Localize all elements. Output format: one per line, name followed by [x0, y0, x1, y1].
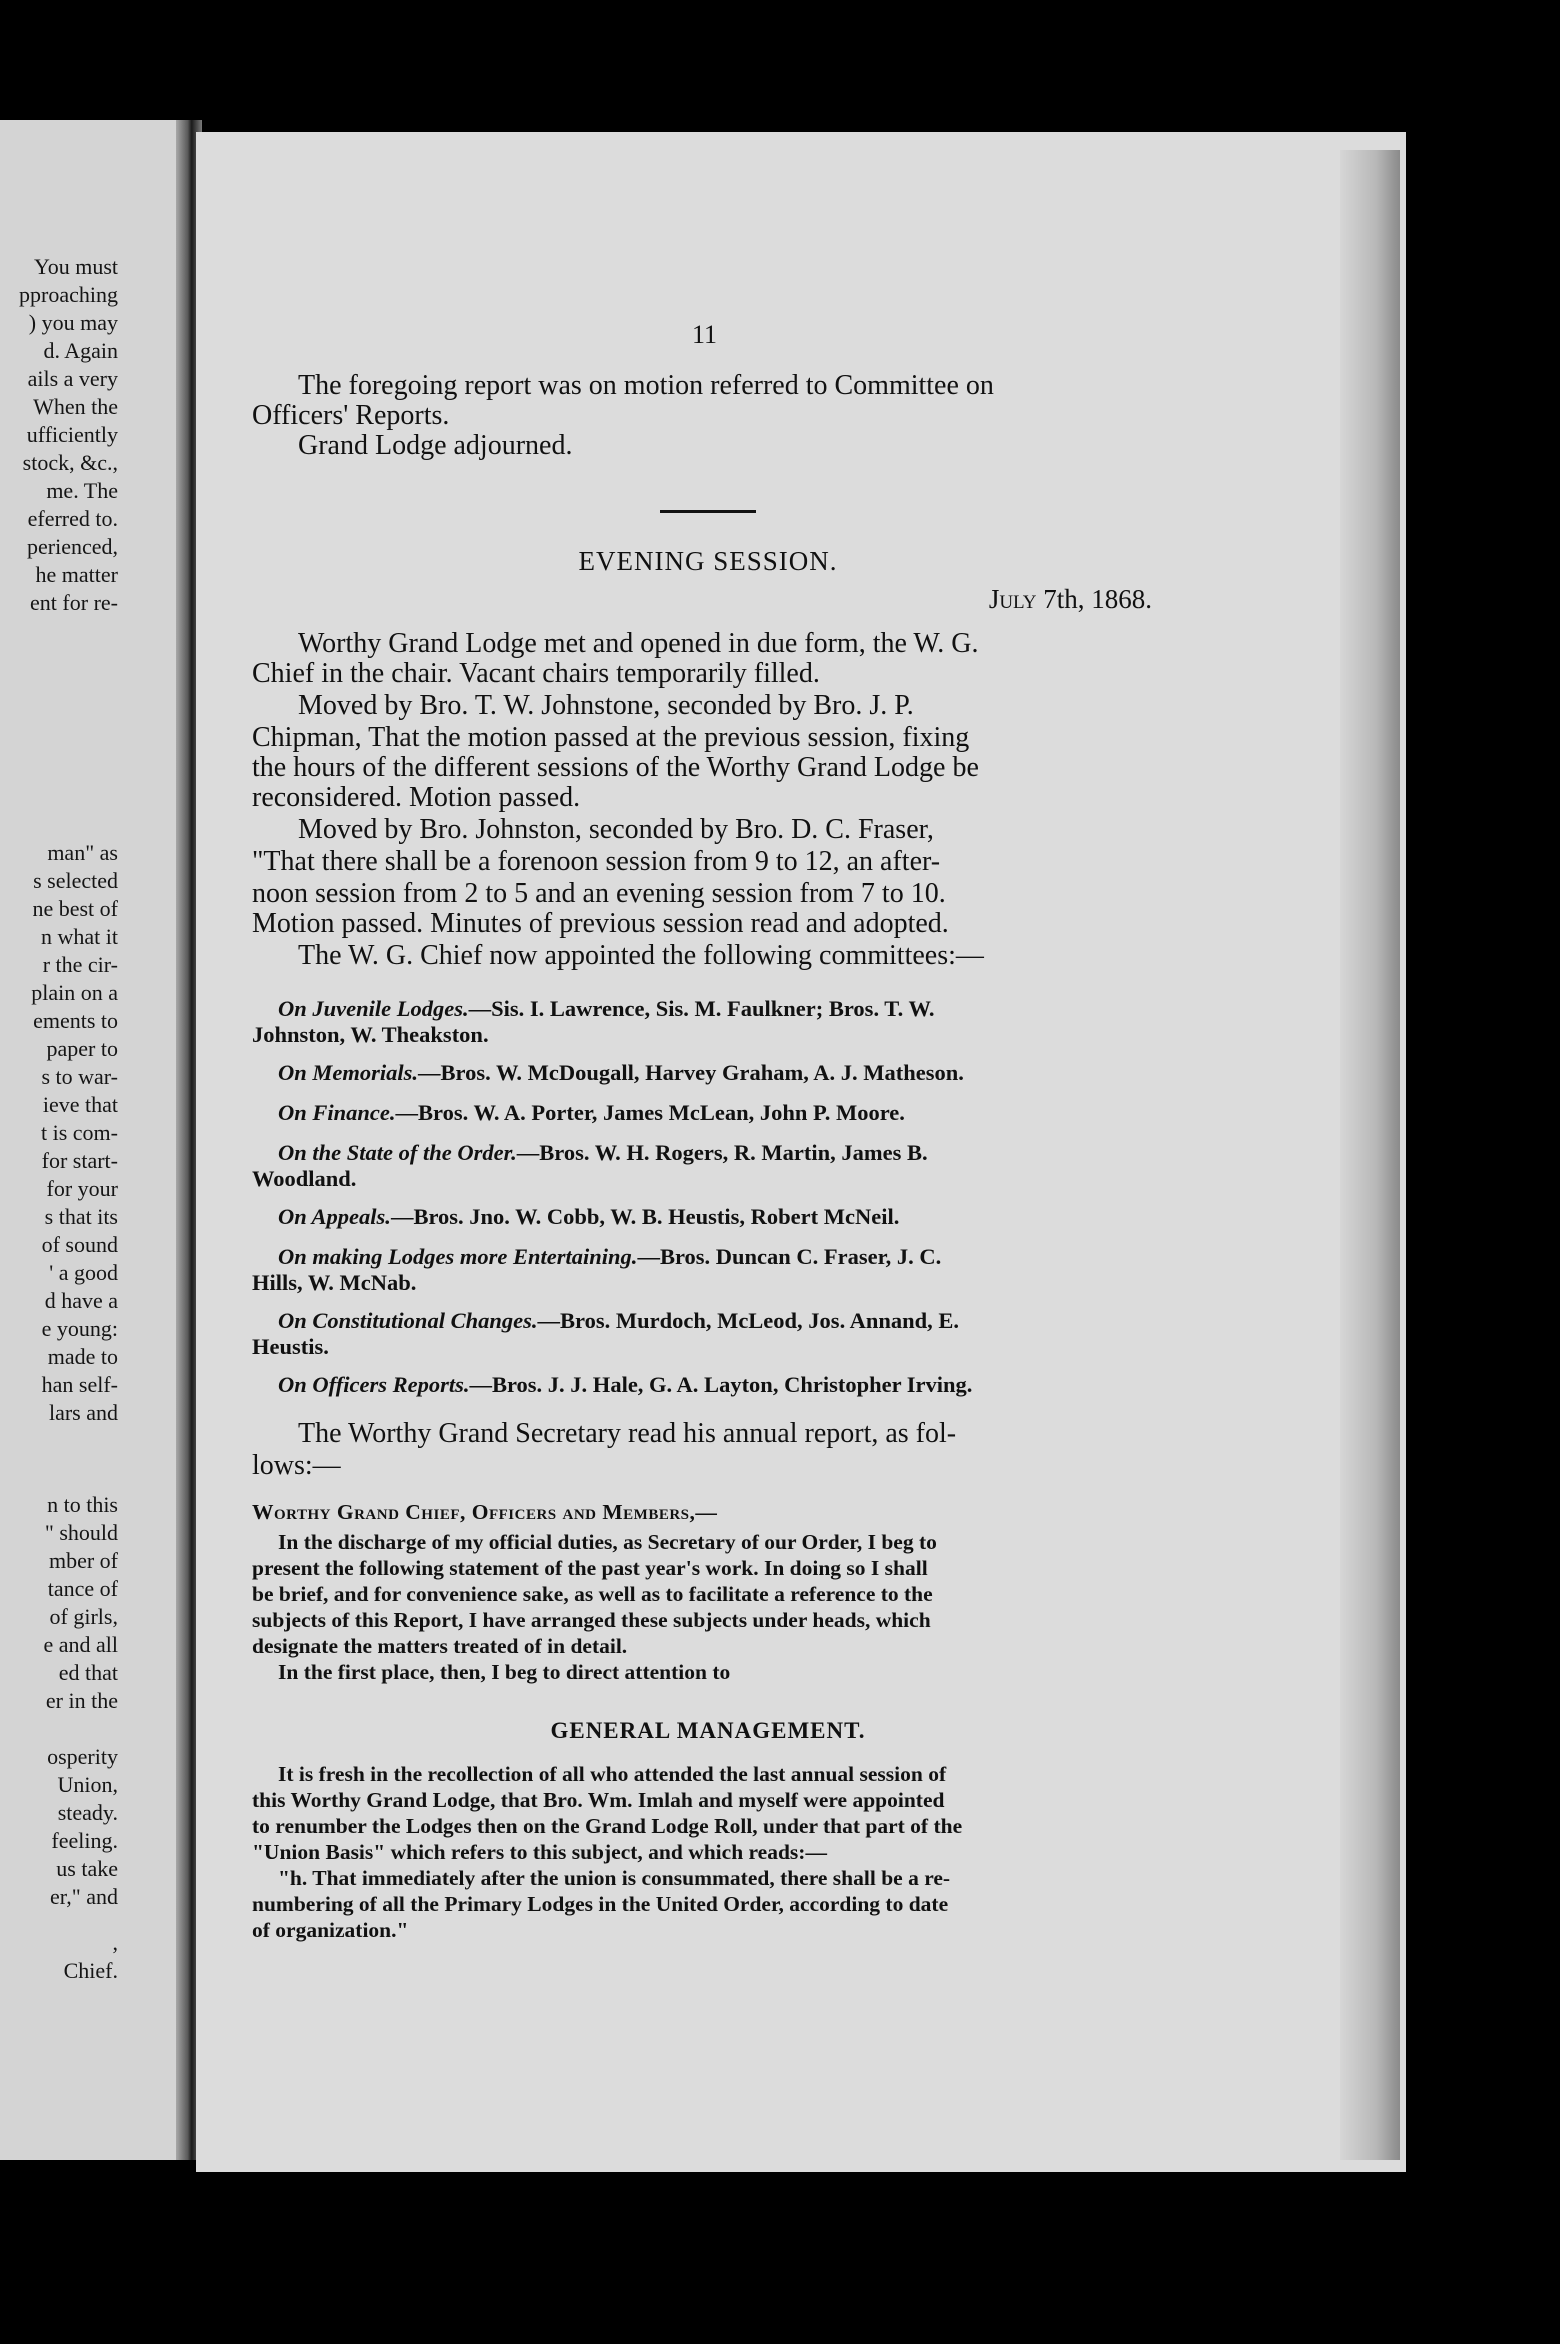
report-line: present the following statement of the past year's work. In doing so I shall	[252, 1556, 928, 1580]
left-fragment-line: t is com-	[41, 1120, 118, 1145]
report-line: subjects of this Report, I have arranged these subjects under heads, which	[252, 1608, 931, 1632]
left-fragment-line: e and all	[43, 1632, 118, 1657]
session-line: The W. G. Chief now appointed the following committees:—	[298, 940, 984, 971]
left-fragment-line: plain on a	[31, 980, 118, 1005]
committee-entry	[252, 1100, 1164, 1126]
session-line: the hours of the different sessions of the Worthy Grand Lodge be	[252, 752, 979, 783]
committee-name: On Finance.	[278, 1100, 396, 1125]
committee-members-cont: Hills, W. McNab.	[252, 1270, 417, 1295]
session-line: Worthy Grand Lodge met and opened in due form, the W. G.	[298, 628, 979, 659]
committee-members: —Bros. Jno. W. Cobb, W. B. Heustis, Robert McNeil.	[390, 1204, 900, 1229]
left-fragment-line: ne best of	[32, 896, 118, 921]
left-fragment-line: ed that	[58, 1660, 118, 1685]
salutation-text: Worthy Grand Chief, Officers and Members,—	[252, 1500, 718, 1524]
left-fragment-line: You must	[34, 254, 118, 279]
left-fragment-line: er," and	[50, 1884, 118, 1909]
left-fragment-line: feeling.	[51, 1828, 118, 1853]
committee-name: On making Lodges more Entertaining.	[278, 1244, 638, 1269]
general-line: numbering of all the Primary Lodges in the United Order, according to date	[252, 1892, 949, 1916]
left-fragment-line: ails a very	[27, 366, 118, 391]
committee-members: —Bros. Murdoch, McLeod, Jos. Annand, E.	[537, 1308, 960, 1333]
committee-entry	[252, 1372, 1164, 1398]
committee-name: On Constitutional Changes.	[278, 1308, 538, 1333]
left-fragment-line: ements to	[33, 1008, 118, 1033]
left-fragment-line: ent for re-	[30, 590, 118, 615]
committee-name: On Officers Reports.	[278, 1372, 470, 1397]
general-line: It is fresh in the recollection of all who attended the last annual session of	[278, 1762, 947, 1786]
session-date	[989, 584, 1152, 615]
secretary-intro-line: lows:—	[252, 1450, 341, 1481]
left-fragment-line: osperity	[47, 1744, 118, 1769]
committee-members: —Bros. W. H. Rogers, R. Martin, James B.	[516, 1140, 928, 1165]
left-fragment-line: n what it	[41, 924, 118, 949]
left-fragment-line: perienced,	[27, 534, 118, 559]
left-fragment-line: for start-	[41, 1148, 118, 1173]
left-fragment-line: d. Again	[43, 338, 118, 363]
opening-line: Officers' Reports.	[252, 400, 450, 431]
secretary-intro-line: The Worthy Grand Secretary read his annual report, as fol-	[298, 1418, 957, 1449]
left-fragment-line: Union,	[57, 1772, 118, 1797]
left-fragment-line: mber of	[48, 1548, 118, 1573]
committee-entry	[252, 996, 1164, 1048]
page-number: 11	[692, 320, 718, 349]
left-fragment-line: ' a good	[49, 1260, 118, 1285]
report-line: In the discharge of my official duties, as Secretary of our Order, I beg to	[278, 1530, 937, 1554]
left-fragment-line: ,	[112, 1930, 118, 1955]
general-line: "h. That immediately after the union is consummated, there shall be a re-	[278, 1866, 951, 1890]
page-edge-shadow	[1340, 150, 1400, 2160]
committee-entry	[252, 1244, 1164, 1296]
opening-line: Grand Lodge adjourned.	[298, 430, 573, 461]
left-fragment-line: s selected	[33, 868, 118, 893]
committee-name: On Appeals.	[278, 1204, 391, 1229]
session-line: Chief in the chair. Vacant chairs temporarily filled.	[252, 658, 820, 689]
session-line: "That there shall be a forenoon session from 9 to 12, an after-	[252, 846, 941, 877]
left-fragment-line: paper to	[46, 1036, 118, 1061]
opening-line: The foregoing report was on motion referred to Committee on	[298, 370, 994, 401]
left-fragment-line: ieve that	[42, 1092, 118, 1117]
left-fragment-line: made to	[47, 1344, 118, 1369]
left-fragment-line: lars and	[48, 1400, 118, 1425]
left-fragment-line: us take	[56, 1856, 118, 1881]
general-line: this Worthy Grand Lodge, that Bro. Wm. Imlah and myself were appointed	[252, 1788, 945, 1812]
evening-session-heading: EVENING SESSION.	[578, 546, 838, 576]
session-line: Motion passed. Minutes of previous session read and adopted.	[252, 908, 949, 939]
committee-name: On Juvenile Lodges.	[278, 996, 469, 1021]
left-fragment-line: e young:	[41, 1316, 118, 1341]
left-page-fragment	[0, 120, 190, 2160]
left-fragment-line: Chief.	[63, 1958, 118, 1983]
left-fragment-line: of sound	[41, 1232, 118, 1257]
committee-name: On the State of the Order.	[278, 1140, 517, 1165]
session-line: reconsidered. Motion passed.	[252, 782, 581, 813]
left-fragment-line: ufficiently	[26, 422, 118, 447]
general-line: of organization."	[252, 1918, 409, 1942]
left-fragment-line: d have a	[44, 1288, 118, 1313]
report-line: designate the matters treated of in detail.	[252, 1634, 628, 1658]
section-rule	[660, 510, 756, 513]
session-line: Moved by Bro. Johnston, seconded by Bro. D. C. Fraser,	[298, 814, 934, 845]
left-fragment-line: he matter	[35, 562, 118, 587]
committee-entry	[252, 1308, 1164, 1360]
committee-entry	[252, 1140, 1164, 1192]
committee-members: —Bros. Duncan C. Fraser, J. C.	[637, 1244, 942, 1269]
committee-entry	[252, 1204, 1164, 1230]
left-fragment-line: r the cir-	[42, 952, 118, 977]
committee-members-cont: Woodland.	[252, 1166, 357, 1191]
left-fragment-line: When the	[33, 394, 118, 419]
left-fragment-line: " should	[44, 1520, 118, 1545]
left-fragment-line: n to this	[47, 1492, 118, 1517]
left-fragment-line: pproaching	[19, 282, 118, 307]
committee-entry	[252, 1060, 1164, 1086]
general-line: to renumber the Lodges then on the Grand Lodge Roll, under that part of the	[252, 1814, 963, 1838]
general-management-heading: GENERAL MANAGEMENT.	[550, 1718, 866, 1743]
committee-members-cont: Heustis.	[252, 1334, 329, 1359]
session-line: Chipman, That the motion passed at the previous session, fixing	[252, 722, 970, 753]
left-fragment-line: for your	[46, 1176, 118, 1201]
committee-members-cont: Johnston, W. Theakston.	[252, 1022, 489, 1047]
left-fragment-line: of girls,	[49, 1604, 118, 1629]
left-fragment-line: s to war-	[41, 1064, 118, 1089]
committee-members: —Bros. W. McDougall, Harvey Graham, A. J. Matheson.	[418, 1060, 964, 1085]
committee-members: —Sis. I. Lawrence, Sis. M. Faulkner; Bros. T. W.	[468, 996, 935, 1021]
left-fragment-line: s that its	[44, 1204, 118, 1229]
left-fragment-line: stock, &c.,	[22, 450, 118, 475]
report-line: In the first place, then, I beg to direct attention to	[278, 1660, 731, 1684]
date-rest: 7th, 1868.	[1036, 584, 1152, 614]
left-fragment-line: steady.	[57, 1800, 118, 1825]
report-line: be brief, and for convenience sake, as well as to facilitate a reference to the	[252, 1582, 933, 1606]
left-fragment-line: eferred to.	[27, 506, 118, 531]
committee-members: —Bros. W. A. Porter, James McLean, John P. Moore.	[395, 1100, 905, 1125]
left-fragment-line: han self-	[41, 1372, 118, 1397]
date-month: July	[988, 584, 1037, 614]
general-line: "Union Basis" which refers to this subject, and which reads:—	[252, 1840, 827, 1864]
session-line: noon session from 2 to 5 and an evening session from 7 to 10.	[252, 878, 946, 909]
salutation	[252, 1500, 717, 1524]
left-fragment-line: me. The	[46, 478, 118, 503]
committee-members: —Bros. J. J. Hale, G. A. Layton, Christopher Irving.	[469, 1372, 973, 1397]
left-fragment-line: ) you may	[28, 310, 118, 335]
left-fragment-line: tance of	[47, 1576, 118, 1601]
committee-name: On Memorials.	[278, 1060, 419, 1085]
left-fragment-line: man" as	[47, 840, 118, 865]
left-fragment-line: er in the	[45, 1688, 118, 1713]
session-line: Moved by Bro. T. W. Johnstone, seconded by Bro. J. P.	[298, 690, 914, 721]
